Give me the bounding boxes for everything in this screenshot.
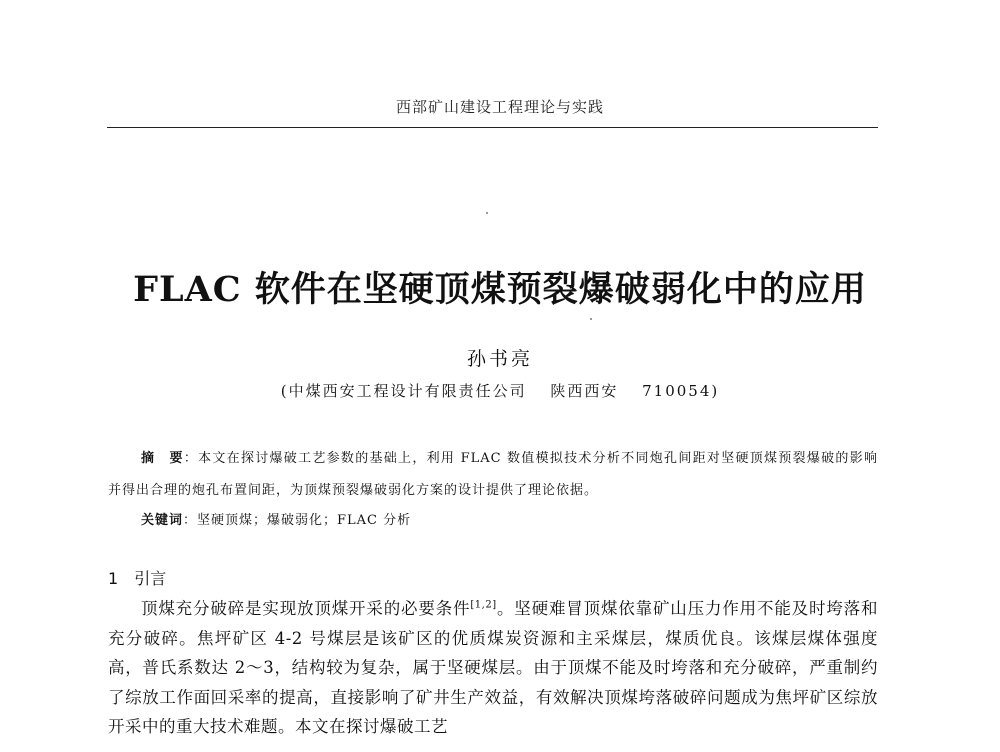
body-paragraph <box>108 594 878 742</box>
citation-ref: [1,2] <box>470 599 497 611</box>
paragraph-text-start: 顶煤充分破碎是实现放顶煤开采的必要条件 <box>141 599 471 618</box>
paper-title: FLAC 软件在坚硬顶煤预裂爆破弱化中的应用 <box>133 269 867 310</box>
section-heading <box>108 566 166 589</box>
scan-speck <box>590 318 592 320</box>
author-affiliation: (中煤西安工程设计有限责任公司 陕西西安 710054) <box>280 382 720 400</box>
keywords <box>141 509 411 528</box>
abstract-label: 摘 要 <box>141 451 184 466</box>
section-number: 1 <box>108 569 119 588</box>
running-header: 西部矿山建设工程理论与实践 <box>395 98 604 116</box>
author-name: 孙书亮 <box>466 348 533 370</box>
scan-speck <box>486 212 488 214</box>
keywords-label: 关键词 <box>141 513 184 528</box>
paragraph-text-rest: 。坚硬难冒顶煤依靠矿山压力作用不能及时垮落和充分破碎。焦坪矿区 4-2 号煤层是该矿区的优质煤炭资源和主采煤层，煤质优良。该煤层煤体强度高，普氏系数达 2～3，结构较为复杂，属于坚硬煤层。由于顶煤不能及时垮落和充分破碎，严重制约了综放工作面回采率的提高，直接影响了矿井生产效益，有效解决顶煤垮落破碎问题成为焦坪矿区综放开采中的重大技术难题。本文在探讨爆破工艺 <box>108 599 879 736</box>
keywords-text: ：坚硬顶煤；爆破弱化；FLAC 分析 <box>183 513 412 528</box>
abstract <box>108 443 878 507</box>
header-rule <box>107 127 878 128</box>
section-title: 引言 <box>134 569 167 588</box>
abstract-text: ：本文在探讨爆破工艺参数的基础上，利用 FLAC 数值模拟技术分析不同炮孔间距对坚硬顶煤预裂爆破的影响并得出合理的炮孔布置间距，为顶煤预裂爆破弱化方案的设计提供了理论依据。 <box>108 451 878 498</box>
